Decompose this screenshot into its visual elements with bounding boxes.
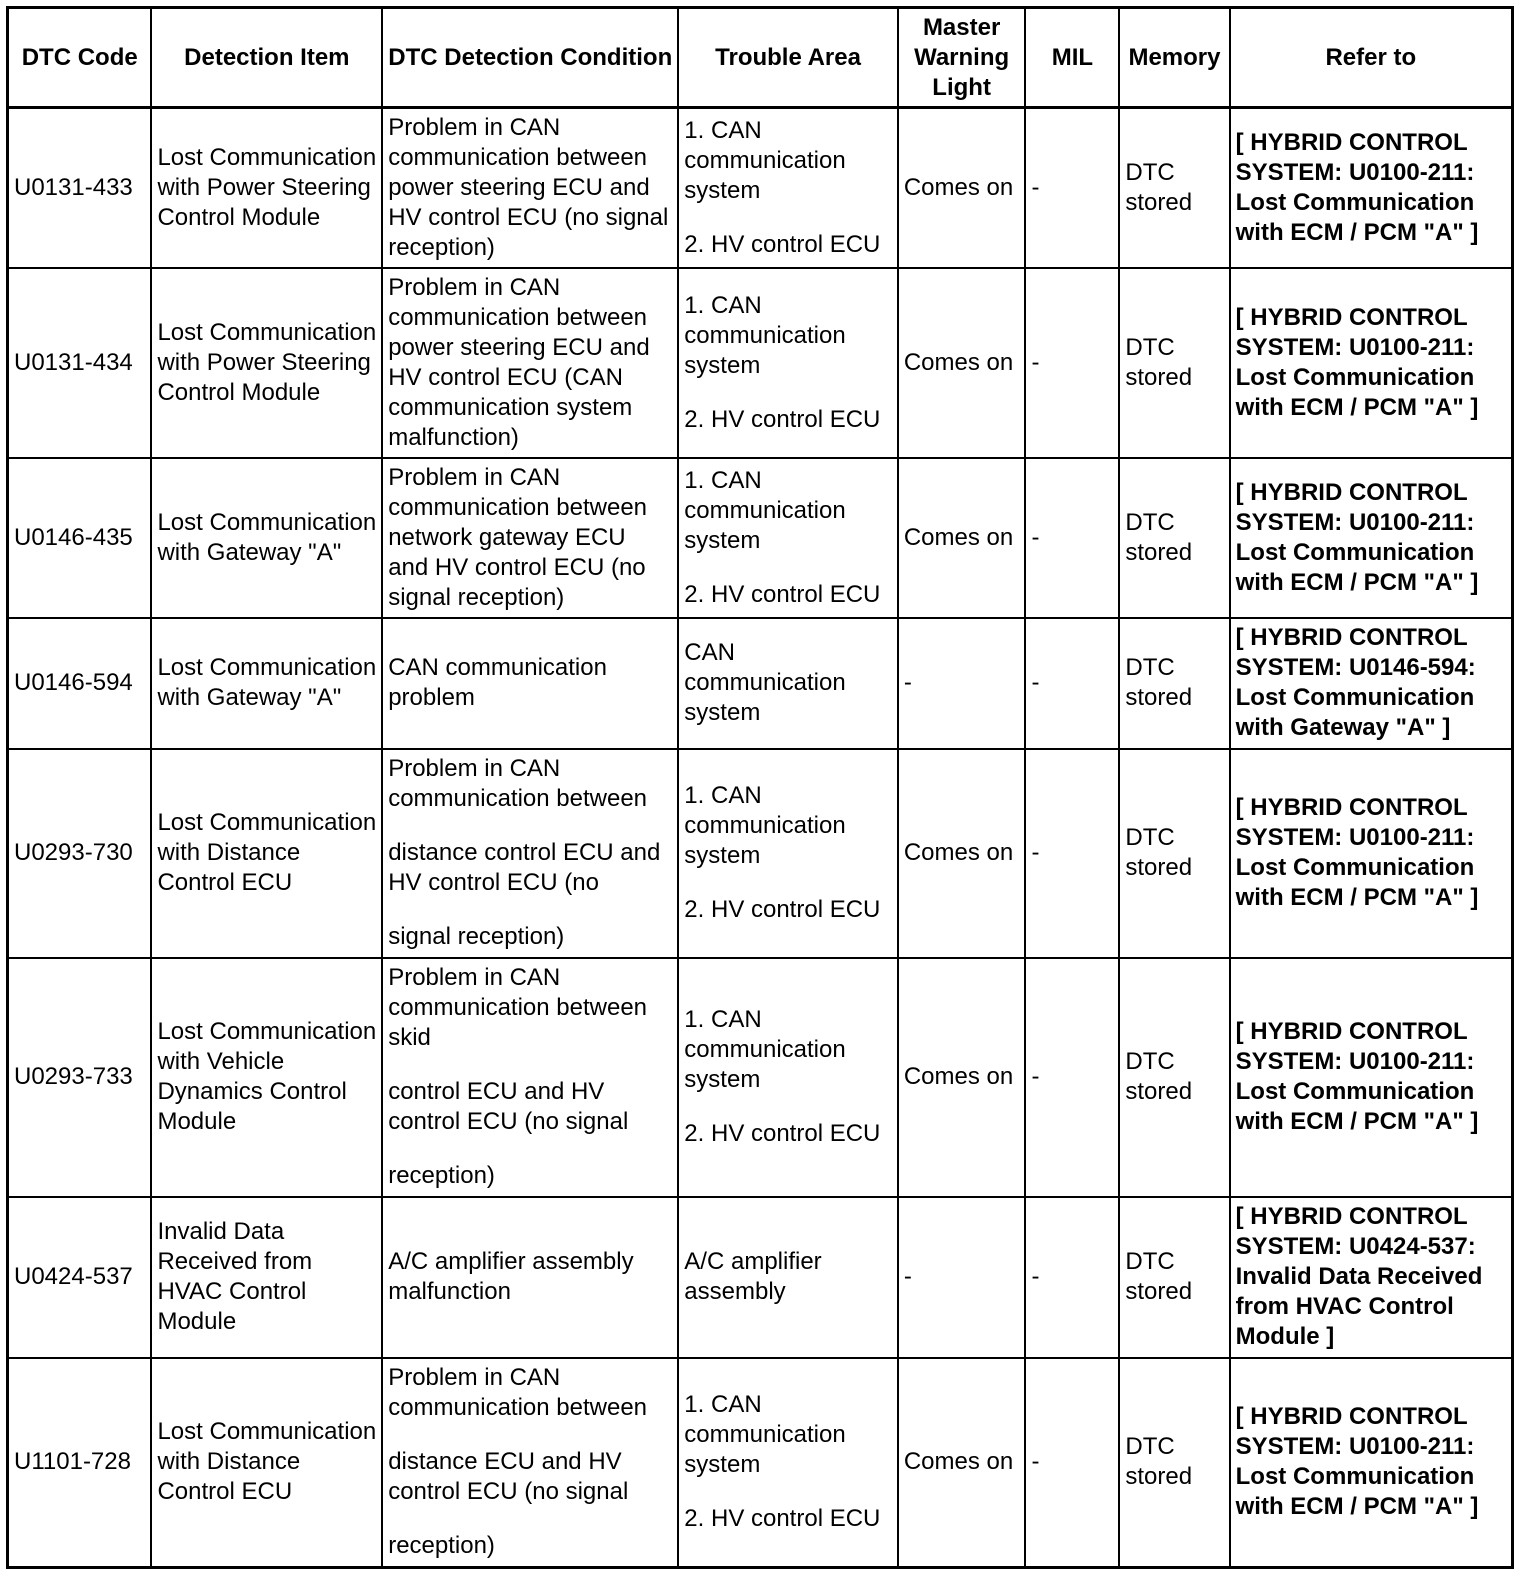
detection-condition-cell-line: distance control ECU and HV control ECU (no: [388, 839, 661, 896]
detection-condition-cell-line: Problem in CAN communication between: [388, 755, 648, 812]
detection-condition-cell-line: Problem in CAN communication between skid: [388, 964, 648, 1051]
line-gap: [684, 556, 892, 580]
line-gap: [684, 381, 892, 405]
detection-item-cell: Lost Communication with Power Steering Control Module: [151, 268, 382, 458]
line-gap: [684, 1480, 892, 1504]
table-row: [8, 108, 1513, 268]
detection-condition-cell-line: control ECU and HV control ECU (no signal: [388, 1078, 629, 1135]
detection-condition-cell-line: signal reception): [388, 923, 565, 950]
trouble-area-cell-line: 1. CAN communication system: [684, 116, 846, 204]
detection-condition-cell: [382, 958, 678, 1197]
refer-to-cell: [ HYBRID CONTROL SYSTEM: U0100-211: Lost Communication with ECM / PCM "A" ]: [1230, 108, 1513, 268]
dtc-table: [6, 6, 1514, 1569]
detection-condition-cell: [382, 268, 678, 458]
memory-cell: DTC stored: [1119, 958, 1229, 1197]
header-detection-condition: DTC Detection Condition: [382, 8, 678, 108]
detection-condition-cell-line: A/C amplifier assembly malfunction: [388, 1248, 634, 1305]
trouble-area-cell: [678, 618, 898, 749]
refer-to-cell: [ HYBRID CONTROL SYSTEM: U0100-211: Lost Communication with ECM / PCM "A" ]: [1230, 958, 1513, 1197]
master-warning-light-cell: Comes on: [898, 1358, 1026, 1568]
header-row: [8, 8, 1513, 108]
detection-item-cell: Lost Communication with Gateway "A": [151, 458, 382, 618]
trouble-area-cell: [678, 749, 898, 958]
trouble-area-cell-line: 1. CAN communication system: [684, 1006, 846, 1093]
table-body: [8, 108, 1513, 1568]
detection-item-cell: Lost Communication with Vehicle Dynamics Control Module: [151, 958, 382, 1197]
detection-condition-cell-line: Problem in CAN communication between power steering ECU and HV control ECU (CAN communication system malfunction): [388, 273, 650, 451]
detection-condition-cell: [382, 1197, 678, 1358]
header-detection-item: Detection Item: [151, 8, 382, 108]
detection-condition-cell: [382, 618, 678, 749]
table-row: [8, 958, 1513, 1197]
line-gap: [684, 206, 892, 230]
line-gap: [388, 898, 672, 922]
line-gap: [388, 1053, 672, 1077]
dtc-code-cell: U0146-594: [8, 618, 152, 749]
trouble-area-cell: [678, 108, 898, 268]
trouble-area-cell-line: 2. HV control ECU: [684, 580, 881, 608]
detection-condition-cell: [382, 749, 678, 958]
refer-to-cell: [ HYBRID CONTROL SYSTEM: U0100-211: Lost Communication with ECM / PCM "A" ]: [1230, 268, 1513, 458]
mil-cell: -: [1025, 1358, 1119, 1568]
trouble-area-cell-line: 2. HV control ECU: [684, 1120, 881, 1147]
mil-cell: -: [1025, 458, 1119, 618]
trouble-area-cell-line: 1. CAN communication system: [684, 466, 846, 554]
dtc-code-cell: U0293-730: [8, 749, 152, 958]
detection-condition-cell-line: distance ECU and HV control ECU (no signal: [388, 1448, 629, 1506]
detection-condition-cell: [382, 458, 678, 618]
line-gap: [388, 1423, 672, 1447]
line-gap: [684, 871, 892, 895]
mil-cell: -: [1025, 108, 1119, 268]
header-memory: Memory: [1119, 8, 1229, 108]
detection-condition-cell: [382, 108, 678, 268]
dtc-code-cell: U0131-434: [8, 268, 152, 458]
master-warning-light-cell: Comes on: [898, 268, 1026, 458]
trouble-area-cell-line: 2. HV control ECU: [684, 405, 881, 433]
master-warning-light-cell: Comes on: [898, 958, 1026, 1197]
detection-item-cell: Invalid Data Received from HVAC Control Module: [151, 1197, 382, 1358]
detection-item-cell: Lost Communication with Distance Control ECU: [151, 749, 382, 958]
detection-condition-cell-line: Problem in CAN communication between network gateway ECU and HV control ECU (no signal reception): [388, 463, 648, 611]
trouble-area-cell: [678, 268, 898, 458]
dtc-code-cell: U0146-435: [8, 458, 152, 618]
detection-condition-cell-line: reception): [388, 1162, 495, 1189]
line-gap: [388, 1137, 672, 1161]
memory-cell: DTC stored: [1119, 749, 1229, 958]
refer-to-cell: [ HYBRID CONTROL SYSTEM: U0424-537: Invalid Data Received from HVAC Control Module ]: [1230, 1197, 1513, 1358]
trouble-area-cell-line: 2. HV control ECU: [684, 896, 881, 923]
header-refer-to: Refer to: [1230, 8, 1513, 108]
trouble-area-cell: [678, 458, 898, 618]
header-mil: MIL: [1025, 8, 1119, 108]
mil-cell: -: [1025, 958, 1119, 1197]
detection-condition-cell-line: CAN communication problem: [388, 654, 607, 711]
dtc-code-cell: U0293-733: [8, 958, 152, 1197]
header-trouble-area: Trouble Area: [678, 8, 898, 108]
mil-cell: -: [1025, 749, 1119, 958]
detection-item-cell: Lost Communication with Gateway "A": [151, 618, 382, 749]
master-warning-light-cell: -: [898, 618, 1026, 749]
trouble-area-cell-line: 1. CAN communication system: [684, 782, 846, 869]
memory-cell: DTC stored: [1119, 108, 1229, 268]
dtc-code-cell: U0131-433: [8, 108, 152, 268]
trouble-area-cell-line: 1. CAN communication system: [684, 1391, 846, 1479]
memory-cell: DTC stored: [1119, 268, 1229, 458]
trouble-area-cell: [678, 958, 898, 1197]
detection-item-cell: Lost Communication with Power Steering Control Module: [151, 108, 382, 268]
refer-to-cell: [ HYBRID CONTROL SYSTEM: U0100-211: Lost Communication with ECM / PCM "A" ]: [1230, 749, 1513, 958]
table-row: [8, 268, 1513, 458]
refer-to-cell: [ HYBRID CONTROL SYSTEM: U0100-211: Lost Communication with ECM / PCM "A" ]: [1230, 458, 1513, 618]
refer-to-cell: [ HYBRID CONTROL SYSTEM: U0100-211: Lost Communication with ECM / PCM "A" ]: [1230, 1358, 1513, 1568]
detection-condition-cell-line: reception): [388, 1532, 495, 1560]
memory-cell: DTC stored: [1119, 618, 1229, 749]
trouble-area-cell-line: CAN communication system: [684, 639, 846, 726]
mil-cell: -: [1025, 268, 1119, 458]
dtc-code-cell: U0424-537: [8, 1197, 152, 1358]
detection-condition-cell-line: Problem in CAN communication between: [388, 1364, 648, 1422]
line-gap: [388, 814, 672, 838]
detection-condition-cell-line: Problem in CAN communication between power steering ECU and HV control ECU (no signal reception): [388, 113, 669, 261]
master-warning-light-cell: Comes on: [898, 108, 1026, 268]
master-warning-light-cell: -: [898, 1197, 1026, 1358]
header-master-warning-light: Master Warning Light: [898, 8, 1026, 108]
detection-item-cell: Lost Communication with Distance Control ECU: [151, 1358, 382, 1568]
trouble-area-cell: [678, 1358, 898, 1568]
trouble-area-cell-line: A/C amplifier assembly: [684, 1248, 822, 1305]
memory-cell: DTC stored: [1119, 1358, 1229, 1568]
table-row: [8, 618, 1513, 749]
trouble-area-cell-line: 2. HV control ECU: [684, 1505, 881, 1533]
header-dtc-code: DTC Code: [8, 8, 152, 108]
master-warning-light-cell: Comes on: [898, 749, 1026, 958]
table-row: [8, 749, 1513, 958]
table-row: [8, 1197, 1513, 1358]
refer-to-cell: [ HYBRID CONTROL SYSTEM: U0146-594: Lost Communication with Gateway "A" ]: [1230, 618, 1513, 749]
dtc-code-cell: U1101-728: [8, 1358, 152, 1568]
mil-cell: -: [1025, 618, 1119, 749]
memory-cell: DTC stored: [1119, 1197, 1229, 1358]
trouble-area-cell-line: 2. HV control ECU: [684, 230, 881, 258]
table-row: [8, 1358, 1513, 1568]
line-gap: [388, 1507, 672, 1531]
line-gap: [684, 1095, 892, 1119]
trouble-area-cell: [678, 1197, 898, 1358]
mil-cell: -: [1025, 1197, 1119, 1358]
memory-cell: DTC stored: [1119, 458, 1229, 618]
master-warning-light-cell: Comes on: [898, 458, 1026, 618]
detection-condition-cell: [382, 1358, 678, 1568]
trouble-area-cell-line: 1. CAN communication system: [684, 291, 846, 379]
table-row: [8, 458, 1513, 618]
